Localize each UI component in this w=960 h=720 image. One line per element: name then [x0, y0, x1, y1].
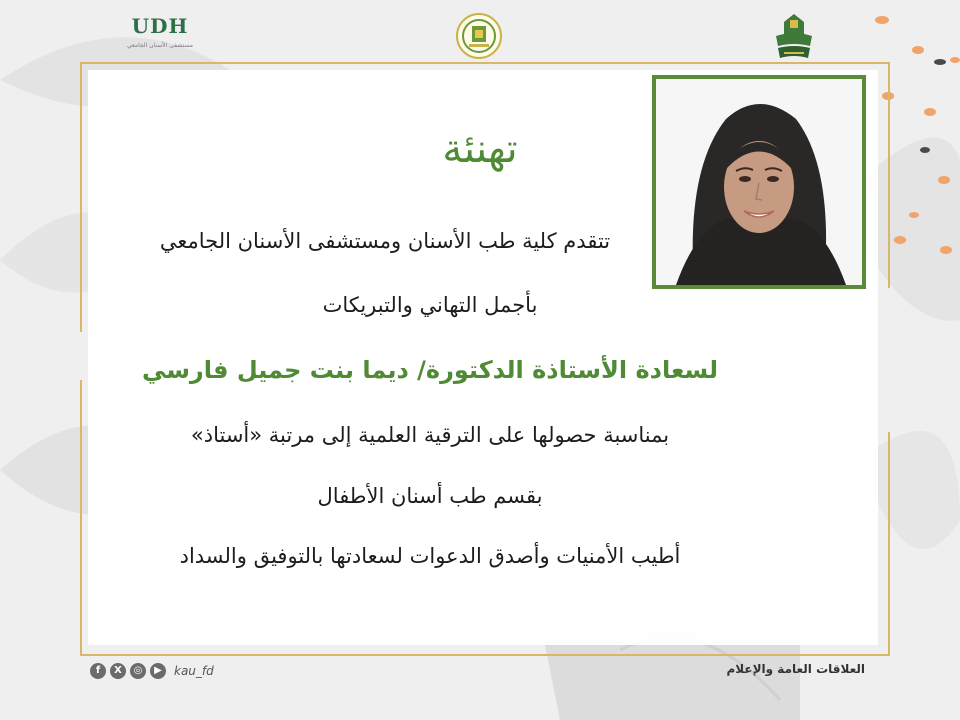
greeting-line-2: بأجمل التهاني والتبريكات	[322, 293, 538, 317]
instagram-icon[interactable]: ◎	[130, 663, 146, 679]
department-label: العلاقات العامة والإعلام	[726, 662, 865, 676]
professor-photo	[652, 75, 866, 289]
udh-logo-text: UDH	[131, 14, 189, 38]
occasion-line: بمناسبة حصولها على الترقية العلمية إلى مرتبة «أستاذ»	[190, 423, 670, 447]
portrait-image	[656, 79, 862, 285]
facebook-icon[interactable]: f	[90, 663, 106, 679]
frame-left-top	[80, 62, 82, 332]
frame-left-bottom	[80, 380, 82, 656]
honoree-name: لسعادة الأستاذة الدكتورة/ ديما بنت جميل فارسي	[142, 356, 718, 384]
social-bar	[90, 661, 214, 681]
card-title: تهنئة	[442, 126, 518, 172]
youtube-icon[interactable]: ▶	[150, 663, 166, 679]
university-emblem-icon	[770, 12, 818, 62]
frame-bottom	[80, 654, 890, 656]
wishes-line: أطيب الأمنيات وأصدق الدعوات لسعادتها بالتوفيق والسداد	[179, 544, 681, 568]
frame-top	[80, 62, 890, 64]
faculty-emblem-icon	[455, 12, 503, 60]
social-handle: kau_fd	[174, 664, 214, 678]
department-line: بقسم طب أسنان الأطفال	[317, 484, 543, 508]
frame-right-bottom	[888, 432, 890, 656]
frame-right-top	[888, 62, 890, 288]
udh-logo	[125, 12, 195, 56]
udh-logo-subtitle: مستشفى الأسنان الجامعي	[126, 42, 194, 49]
x-icon[interactable]: X	[110, 663, 126, 679]
greeting-line-1: تتقدم كلية طب الأسنان ومستشفى الأسنان الجامعي	[159, 229, 611, 253]
